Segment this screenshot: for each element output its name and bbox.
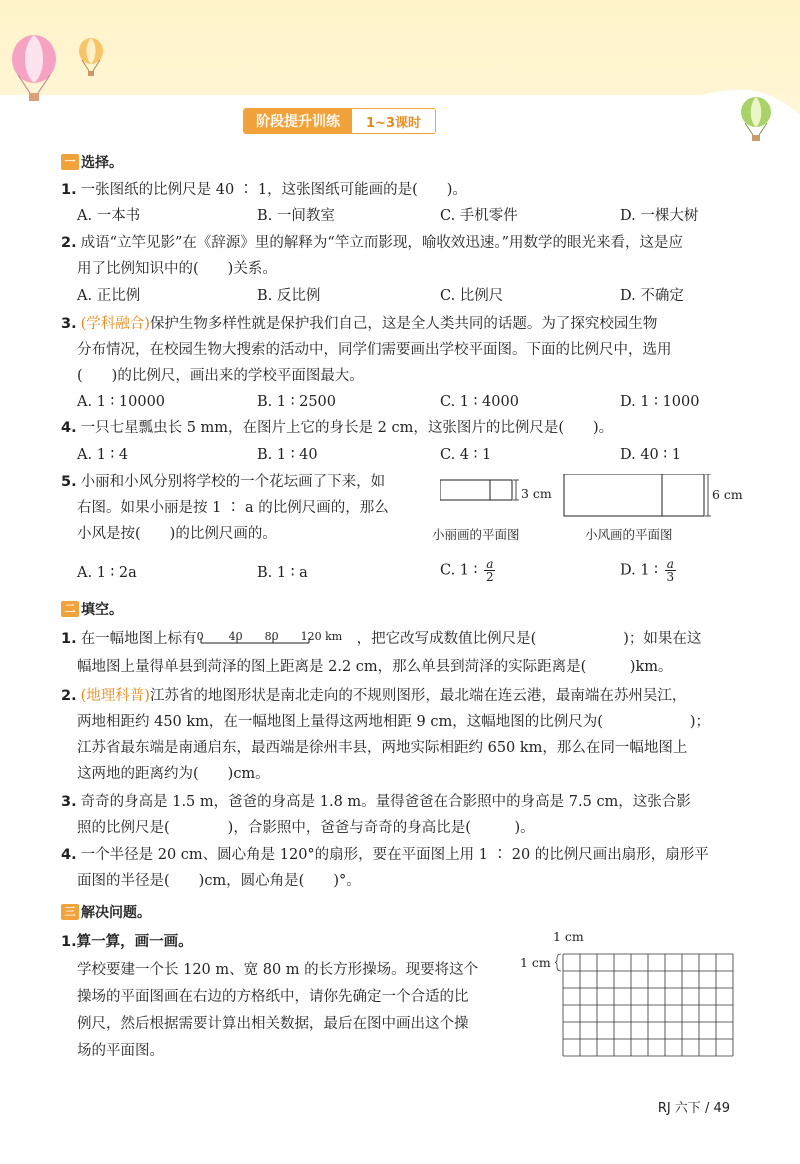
scale-tick: 40	[228, 630, 243, 643]
question-number: 3.	[61, 316, 77, 332]
section-badge: 三	[61, 904, 79, 920]
question-3	[61, 314, 657, 334]
subject-tag: (学科融合)	[80, 316, 150, 332]
q4-option-b[interactable]: B. 1 ∶ 40	[257, 447, 318, 463]
numerator: a	[666, 557, 674, 571]
section-choice	[61, 152, 123, 172]
fill-2-cont: 两地相距约 450 km，在一幅地图上量得这两地相距 9 cm，这幅地图的比例尺为( )；	[77, 714, 711, 730]
question-text: 奇奇的身高是 1.5 m，爸爸的身高是 1.8 m。量得爸爸在合影照中的身高是 7.5 cm，这张合影	[80, 794, 691, 810]
fig2-caption: 小风画的平面图	[585, 527, 673, 542]
q2-option-a[interactable]: A. 正比例	[77, 288, 141, 304]
question-text: 成语“立竿见影”在《辞源》里的解释为“竿立而影现，喻收效迅速。”用数学的眼光来看，这是应	[80, 235, 684, 251]
question-2	[61, 233, 683, 253]
denominator: 3	[666, 570, 675, 584]
question-text: 江苏省的地图形状是南北走向的不规则图形，最北端在连云港，最南端在苏州吴江，	[149, 688, 687, 704]
q2-option-c[interactable]: C. 比例尺	[440, 288, 504, 304]
q1-option-c[interactable]: C. 手机零件	[440, 208, 518, 224]
problem-1-title	[61, 932, 193, 952]
question-number: 1.	[61, 631, 77, 647]
question-number: 1.	[61, 934, 77, 950]
small-balloon-icon	[76, 38, 106, 78]
question-text: ，把它改写成数值比例尺是( )；如果在这	[356, 631, 702, 647]
question-number: 2.	[61, 235, 77, 251]
fill-2-cont2: 江苏省最东端是南通启东，最西端是徐州丰县，两地实际相距约 650 km，那么在同一幅地图上	[77, 740, 688, 756]
q3-option-c[interactable]: C. 1 ∶ 4000	[440, 394, 519, 410]
grid-brace	[555, 954, 561, 971]
q4-option-d[interactable]: D. 40 ∶ 1	[620, 447, 681, 463]
numerator: a	[486, 557, 494, 571]
option-prefix: C. 1 ∶	[440, 562, 483, 579]
grid-paper[interactable]	[555, 950, 745, 1062]
q1-option-b[interactable]: B. 一间教室	[257, 208, 335, 224]
question-text: 保护生物多样性就是保护我们自己，这是全人类共同的话题。为了探究校园生物	[149, 316, 658, 332]
question-5	[61, 472, 385, 492]
fig1-label: 3 cm	[521, 486, 552, 501]
grid-left-label: 1 cm	[520, 955, 551, 970]
q2-option-d[interactable]: D. 不确定	[620, 288, 684, 304]
problem-1-text3: 例尺，然后根据需要计算出相关数据，最后在图中画出这个操	[77, 1016, 469, 1032]
denominator: 2	[486, 570, 494, 584]
scale-tick: 80	[264, 630, 279, 643]
q1-option-d[interactable]: D. 一棵大树	[620, 208, 699, 224]
xiaofeng-plan-figure	[564, 474, 711, 516]
green-balloon-icon	[738, 97, 774, 143]
fig2-label: 6 cm	[712, 487, 743, 502]
q1-option-a[interactable]: A. 一本书	[77, 208, 141, 224]
q5-option-b[interactable]: B. 1 ∶ a	[257, 565, 308, 581]
question-text: 在一幅地图上标有	[80, 631, 197, 647]
problem-title: 算一算，画一画。	[76, 934, 193, 950]
scale-tick: 120 km	[300, 630, 343, 643]
fill-1-cont: 幅地图上量得单县到菏泽的图上距离是 2.2 cm，那么单县到菏泽的实际距离是( )km。	[77, 659, 673, 675]
section-fill-in	[61, 599, 123, 619]
question-5-cont2: 小风是按( )的比例尺画的。	[77, 526, 277, 542]
fig1-caption: 小丽画的平面图	[432, 527, 520, 542]
q5-option-d[interactable]	[620, 558, 676, 583]
question-text: 小丽和小风分别将学校的一个花坛画了下来，如	[80, 474, 386, 490]
question-5-cont: 右图。如果小丽是按 1 ∶ a 的比例尺画的，那么	[77, 500, 389, 516]
page-footer: RJ 六下 / 49	[657, 1101, 730, 1116]
question-3-cont: 分布情况，在校园生物大搜索的活动中，同学们需要画出学校平面图。下面的比例尺中，选用	[77, 342, 672, 358]
q3-option-a[interactable]: A. 1 ∶ 10000	[77, 394, 166, 410]
flowerbed-figures	[440, 474, 750, 522]
subject-tag: (地理科普)	[80, 688, 150, 704]
fill-4	[61, 845, 709, 865]
question-number: 3.	[61, 794, 77, 810]
problem-1-text2: 操场的平面图画在右边的方格纸中，请你先确定一个合适的比	[77, 989, 469, 1005]
section-label: 解决问题。	[81, 905, 151, 921]
fill-2-cont3: 这两地的距离约为( )cm。	[77, 766, 270, 782]
scale-tick: 0	[196, 630, 204, 643]
q3-option-b[interactable]: B. 1 ∶ 2500	[257, 394, 336, 410]
section-problem-solving	[61, 902, 151, 922]
title-sub: 1~3课时	[352, 109, 435, 133]
question-number: 4.	[61, 847, 77, 863]
hot-air-balloon-icon	[8, 35, 60, 105]
fill-4-cont: 面图的半径是( )cm，圆心角是( )°。	[77, 873, 361, 889]
question-number: 1.	[61, 182, 77, 198]
line-scale	[197, 629, 357, 649]
q5-option-a[interactable]: A. 1 ∶ 2a	[77, 565, 137, 581]
fill-1	[61, 629, 701, 649]
question-2-cont: 用了比例知识中的( )关系。	[77, 261, 277, 277]
section-label: 填空。	[81, 602, 123, 618]
section-label: 选择。	[81, 155, 123, 171]
question-4	[61, 418, 613, 438]
fill-3	[61, 792, 691, 812]
section-badge: 二	[61, 601, 79, 617]
fill-3-cont: 照的比例尺是( )，合影照中，爸爸与奇奇的身高比是( )。	[77, 820, 535, 836]
fraction	[484, 558, 496, 583]
question-text: 一只七星瓢虫长 5 mm，在图片上它的身长是 2 cm，这张图片的比例尺是( )。	[80, 420, 614, 436]
xiaoli-plan-figure	[440, 480, 519, 500]
option-prefix: D. 1 ∶	[620, 562, 663, 579]
grid-top-label: 1 cm	[553, 929, 584, 944]
question-number: 5.	[61, 474, 77, 490]
q2-option-b[interactable]: B. 反比例	[257, 288, 321, 304]
section-badge: 一	[61, 154, 79, 170]
q4-option-c[interactable]: C. 4 ∶ 1	[440, 447, 492, 463]
q3-option-d[interactable]: D. 1 ∶ 1000	[620, 394, 700, 410]
question-number: 2.	[61, 688, 77, 704]
q4-option-a[interactable]: A. 1 ∶ 4	[77, 447, 129, 463]
question-3-cont2: ( )的比例尺，画出来的学校平面图最大。	[77, 368, 364, 384]
fill-2	[61, 686, 686, 706]
fraction	[665, 558, 677, 583]
problem-1-text: 学校要建一个长 120 m、宽 80 m 的长方形操场。现要将这个	[77, 962, 479, 978]
lesson-title	[243, 108, 436, 134]
question-text: 一个半径是 20 cm、圆心角是 120°的扇形，要在平面图上用 1 ∶ 20 的比例尺画出扇形，扇形平	[80, 847, 709, 863]
question-1	[61, 180, 467, 200]
question-text: 一张图纸的比例尺是 40 ∶ 1，这张图纸可能画的是( )。	[80, 182, 467, 198]
problem-1-text4: 场的平面图。	[77, 1043, 164, 1059]
question-number: 4.	[61, 420, 77, 436]
title-main: 阶段提升训练	[244, 109, 352, 133]
q5-option-c[interactable]	[440, 558, 496, 583]
